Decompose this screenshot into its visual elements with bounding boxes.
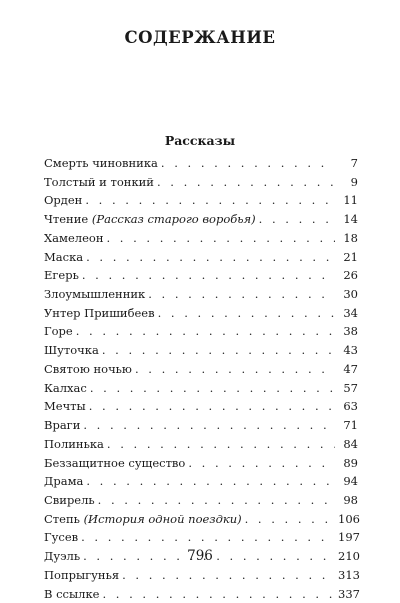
toc-entry-page: 18 bbox=[343, 230, 358, 245]
toc-dot-leader bbox=[85, 191, 335, 210]
toc-dot-leader bbox=[98, 491, 335, 510]
toc-dot-leader bbox=[86, 472, 335, 491]
toc-entry-title-text: Гусев bbox=[44, 530, 79, 545]
toc-entry-title-text: Степь bbox=[44, 511, 80, 526]
toc-entry-page: 94 bbox=[343, 474, 358, 489]
toc-entry bbox=[44, 229, 358, 248]
toc-entry bbox=[44, 360, 358, 379]
page-number: 796 bbox=[187, 548, 213, 564]
toc-dot-leader bbox=[107, 435, 335, 454]
toc-entry bbox=[44, 210, 358, 229]
toc-entry-page: 30 bbox=[343, 287, 358, 302]
toc-entry-title bbox=[44, 191, 82, 210]
toc-entry bbox=[44, 491, 358, 510]
toc-entry bbox=[44, 528, 358, 547]
toc-entry-page: 89 bbox=[343, 455, 358, 470]
toc-entry-title-text: Свирель bbox=[44, 492, 95, 507]
toc-dot-leader bbox=[82, 266, 335, 285]
toc-entry-title-text: В ссылке bbox=[44, 586, 100, 601]
toc-entry bbox=[44, 435, 358, 454]
toc-entry-page: 57 bbox=[343, 380, 358, 395]
toc-entry-title-text: Унтер Пришибеев bbox=[44, 305, 155, 320]
toc-entry bbox=[44, 379, 358, 398]
toc-entry-title bbox=[44, 229, 104, 248]
toc-dot-leader bbox=[90, 379, 335, 398]
toc-entry-title-text: Попрыгунья bbox=[44, 567, 120, 582]
toc-entry-title bbox=[44, 510, 242, 529]
toc-entry-page: 47 bbox=[343, 361, 358, 376]
toc-entry bbox=[44, 454, 358, 473]
toc-dot-leader bbox=[158, 304, 335, 323]
toc-entry bbox=[44, 397, 358, 416]
toc-dot-leader bbox=[161, 154, 335, 173]
toc-entry-page: 84 bbox=[343, 436, 358, 451]
toc-entry bbox=[44, 566, 358, 585]
toc-dot-leader bbox=[86, 248, 335, 267]
toc-entry-page: 11 bbox=[343, 193, 358, 208]
toc-entry-title-text: Калхас bbox=[44, 380, 87, 395]
toc-entry-subtitle: (История одной поездки) bbox=[83, 511, 242, 526]
toc-entry-title bbox=[44, 210, 256, 229]
toc-entry-title bbox=[44, 304, 155, 323]
toc-entry-title-text: Драма bbox=[44, 474, 84, 489]
toc-entry-title-text: Толстый и тонкий bbox=[44, 174, 154, 189]
toc-dot-leader bbox=[135, 360, 335, 379]
toc-entry-title bbox=[44, 360, 132, 379]
toc-entry-page: 43 bbox=[343, 343, 358, 358]
toc-entry bbox=[44, 248, 358, 267]
toc-entry-page: 9 bbox=[350, 174, 358, 189]
toc-entry-title-text: Дуэль bbox=[44, 549, 81, 564]
toc-entry-title bbox=[44, 379, 87, 398]
toc-entry bbox=[44, 472, 358, 491]
toc-entry-title bbox=[44, 528, 78, 547]
toc-entry bbox=[44, 266, 358, 285]
toc-list bbox=[44, 154, 358, 603]
page-title: СОДЕРЖАНИЕ bbox=[124, 28, 276, 47]
toc-entry-title-text: Злоумышленник bbox=[44, 287, 146, 302]
toc-entry-page: 26 bbox=[343, 268, 358, 283]
toc-entry-title-text: Враги bbox=[44, 418, 81, 433]
toc-entry-title-text: Чтение bbox=[44, 212, 89, 227]
toc-dot-leader bbox=[107, 229, 336, 248]
toc-entry-title bbox=[44, 566, 119, 585]
toc-entry-title bbox=[44, 397, 86, 416]
toc-entry-page: 7 bbox=[350, 156, 358, 170]
toc-entry-title-text: Орден bbox=[44, 193, 83, 208]
toc-entry-page: 71 bbox=[343, 418, 358, 433]
toc-entry-title bbox=[44, 266, 79, 285]
toc-entry-title-text: Святою ночью bbox=[44, 361, 132, 376]
toc-entry-title bbox=[44, 285, 145, 304]
toc-dot-leader bbox=[83, 416, 335, 435]
toc-entry bbox=[44, 322, 358, 341]
toc-dot-leader bbox=[89, 397, 335, 416]
toc-entry-page: 21 bbox=[343, 249, 358, 264]
toc-entry-title bbox=[44, 322, 73, 341]
toc-entry-title bbox=[44, 435, 104, 454]
toc-entry bbox=[44, 510, 358, 529]
toc-entry-title bbox=[44, 585, 99, 603]
toc-dot-leader bbox=[157, 173, 335, 192]
toc-entry-title-text: Мечты bbox=[44, 399, 86, 414]
toc-entry-title bbox=[44, 454, 185, 473]
toc-entry-page: 106 bbox=[338, 511, 360, 526]
toc-dot-leader bbox=[259, 210, 335, 229]
toc-dot-leader bbox=[81, 528, 335, 547]
toc-entry-title bbox=[44, 491, 95, 510]
toc-entry-page: 337 bbox=[338, 586, 360, 601]
toc-dot-leader bbox=[188, 454, 335, 473]
toc-entry-title bbox=[44, 248, 83, 267]
toc-entry bbox=[44, 585, 358, 603]
toc-entry-title bbox=[44, 341, 99, 360]
toc-entry-title-text: Маска bbox=[44, 249, 84, 264]
toc-entry-title-text: Егерь bbox=[44, 268, 79, 283]
toc-entry bbox=[44, 173, 358, 192]
toc-entry-page: 313 bbox=[338, 567, 360, 582]
toc-entry-title-text: Полинька bbox=[44, 436, 104, 451]
toc-dot-leader bbox=[102, 341, 335, 360]
toc-entry-title bbox=[44, 416, 80, 435]
toc-entry-page: 210 bbox=[338, 549, 360, 564]
toc-entry-title-text: Беззащитное существо bbox=[44, 455, 186, 470]
toc-entry-title-text: Смерть чиновника bbox=[44, 156, 158, 170]
toc-entry bbox=[44, 154, 358, 173]
toc-dot-leader bbox=[148, 285, 335, 304]
toc-dot-leader bbox=[122, 566, 335, 585]
toc-entry bbox=[44, 285, 358, 304]
toc-entry bbox=[44, 416, 358, 435]
toc-dot-leader bbox=[76, 322, 335, 341]
toc-entry bbox=[44, 341, 358, 360]
toc-entry-page: 63 bbox=[343, 399, 358, 414]
toc-entry-page: 14 bbox=[343, 212, 358, 227]
toc-entry-title bbox=[44, 472, 83, 491]
toc-entry-title-text: Горе bbox=[44, 324, 73, 339]
section-title: Рассказы bbox=[164, 133, 236, 148]
toc-entry-page: 38 bbox=[343, 324, 358, 339]
toc-entry-subtitle: (Рассказ старого воробья) bbox=[91, 212, 256, 227]
toc-entry-title-text: Хамелеон bbox=[44, 230, 104, 245]
toc-dot-leader bbox=[102, 585, 335, 603]
toc-entry-title-text: Шуточка bbox=[44, 343, 99, 358]
toc-entry-page: 34 bbox=[343, 305, 358, 320]
toc-dot-leader bbox=[245, 510, 335, 529]
toc-entry-title bbox=[44, 173, 154, 192]
toc-entry-page: 197 bbox=[338, 530, 360, 545]
toc-entry bbox=[44, 304, 358, 323]
toc-entry-page: 98 bbox=[343, 492, 358, 507]
toc-entry bbox=[44, 191, 358, 210]
toc-entry-title bbox=[44, 154, 158, 173]
